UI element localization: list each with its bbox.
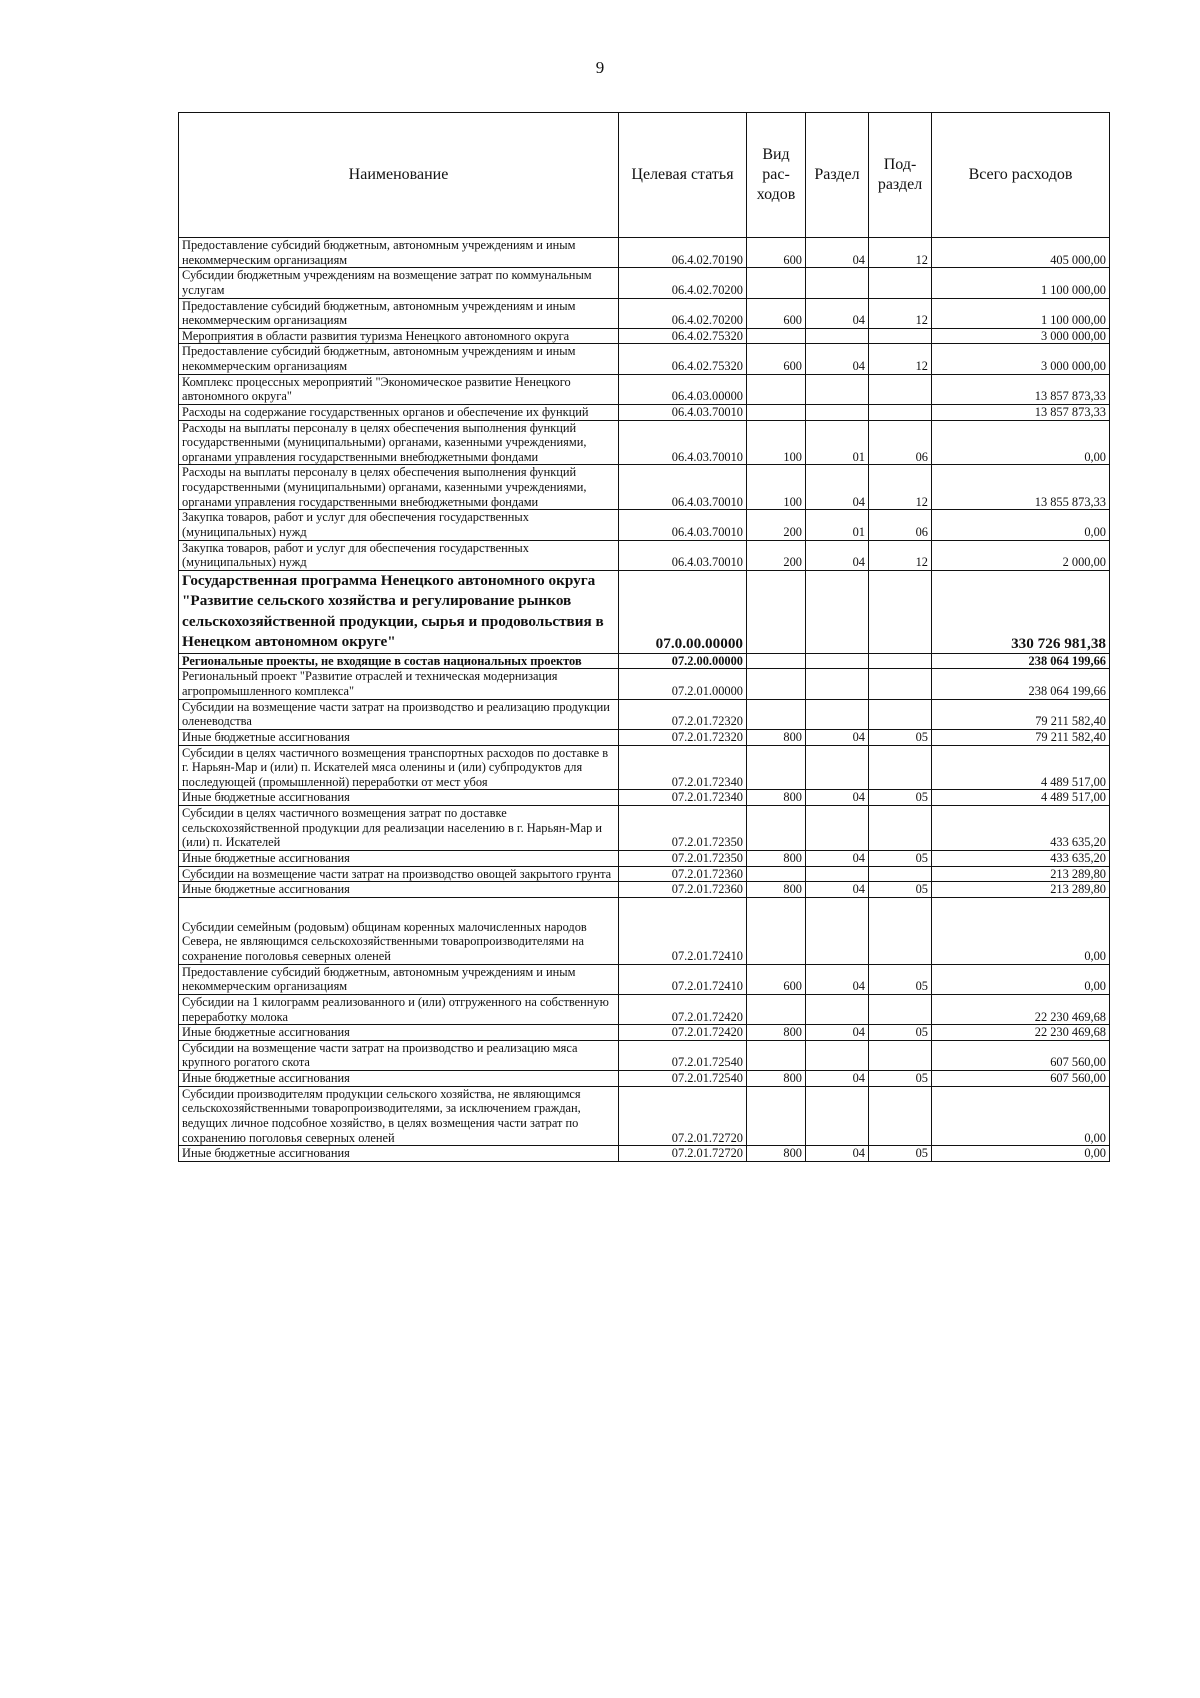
table-row bbox=[179, 669, 1110, 699]
cell-podrazdel bbox=[869, 268, 932, 298]
cell-vr bbox=[747, 653, 806, 669]
cell-podrazdel: 05 bbox=[869, 1071, 932, 1087]
cell-podrazdel bbox=[869, 806, 932, 851]
cell-razdel bbox=[806, 897, 869, 964]
table-header-row bbox=[179, 113, 1110, 238]
cell-name: Региональные проекты, не входящие в состав национальных проектов bbox=[179, 653, 619, 669]
cell-razdel bbox=[806, 404, 869, 420]
cell-code: 06.4.02.70200 bbox=[619, 268, 747, 298]
cell-podrazdel bbox=[869, 328, 932, 344]
page-number: 9 bbox=[595, 58, 605, 77]
header-name: Наименование bbox=[179, 113, 619, 238]
cell-vr bbox=[747, 745, 806, 790]
cell-code: 07.2.01.72540 bbox=[619, 1040, 747, 1070]
header-podrazdel: Под-раздел bbox=[869, 113, 932, 238]
cell-razdel bbox=[806, 669, 869, 699]
cell-total: 3 000 000,00 bbox=[932, 328, 1110, 344]
cell-name: Субсидии семейным (родовым) общинам коренных малочисленных народов Севера, не являющимся сельскохозяйственными товаропроизводителями на сохранение поголовья северных оленей bbox=[179, 897, 619, 964]
cell-total: 433 635,20 bbox=[932, 850, 1110, 866]
cell-razdel bbox=[806, 745, 869, 790]
cell-code: 07.2.01.72320 bbox=[619, 729, 747, 745]
cell-name: Расходы на выплаты персоналу в целях обеспечения выполнения функций государственными (муниципальными) органами, казенными учреждениями, органами управления государственными внебюджетными фондами bbox=[179, 420, 619, 465]
table-row bbox=[179, 790, 1110, 806]
cell-total: 238 064 199,66 bbox=[932, 669, 1110, 699]
cell-code: 07.2.01.72320 bbox=[619, 699, 747, 729]
cell-vr bbox=[747, 268, 806, 298]
cell-name: Субсидии на 1 килограмм реализованного и (или) отгруженного на собственную переработку молока bbox=[179, 994, 619, 1024]
cell-code: 07.2.01.72350 bbox=[619, 806, 747, 851]
cell-vr bbox=[747, 404, 806, 420]
cell-total: 4 489 517,00 bbox=[932, 790, 1110, 806]
cell-total: 0,00 bbox=[932, 1146, 1110, 1162]
cell-podrazdel bbox=[869, 570, 932, 653]
cell-name: Субсидии производителям продукции сельского хозяйства, не являющимся сельскохозяйственными товаропроизводителями, за исключением граждан, ведущих личное подсобное хозяйство, в целях возмещения части затрат по сохранению поголовья северных оленей bbox=[179, 1086, 619, 1146]
cell-podrazdel bbox=[869, 745, 932, 790]
cell-code: 07.2.01.72720 bbox=[619, 1146, 747, 1162]
cell-name: Иные бюджетные ассигнования bbox=[179, 1071, 619, 1087]
cell-code: 06.4.02.75320 bbox=[619, 344, 747, 374]
cell-vr bbox=[747, 669, 806, 699]
table-row bbox=[179, 1025, 1110, 1041]
cell-total: 13 857 873,33 bbox=[932, 404, 1110, 420]
cell-code: 07.2.01.72350 bbox=[619, 850, 747, 866]
table-row bbox=[179, 570, 1110, 653]
cell-total: 0,00 bbox=[932, 1086, 1110, 1146]
cell-podrazdel bbox=[869, 866, 932, 882]
table-row bbox=[179, 344, 1110, 374]
cell-total: 3 000 000,00 bbox=[932, 344, 1110, 374]
cell-podrazdel: 05 bbox=[869, 790, 932, 806]
cell-razdel: 04 bbox=[806, 238, 869, 268]
cell-razdel: 04 bbox=[806, 344, 869, 374]
cell-name: Иные бюджетные ассигнования bbox=[179, 729, 619, 745]
cell-total: 405 000,00 bbox=[932, 238, 1110, 268]
cell-name: Мероприятия в области развития туризма Ненецкого автономного округа bbox=[179, 328, 619, 344]
cell-vr bbox=[747, 866, 806, 882]
cell-name: Субсидии на возмещение части затрат на производство и реализацию мяса крупного рогатого скота bbox=[179, 1040, 619, 1070]
header-vr: Вид рас-ходов bbox=[747, 113, 806, 238]
cell-podrazdel: 12 bbox=[869, 298, 932, 328]
cell-vr: 800 bbox=[747, 882, 806, 898]
cell-podrazdel bbox=[869, 699, 932, 729]
table-row bbox=[179, 374, 1110, 404]
cell-vr: 800 bbox=[747, 1071, 806, 1087]
cell-total: 213 289,80 bbox=[932, 882, 1110, 898]
cell-code: 07.2.01.72360 bbox=[619, 866, 747, 882]
table-row bbox=[179, 806, 1110, 851]
cell-podrazdel bbox=[869, 994, 932, 1024]
cell-name: Субсидии в целях частичного возмещения затрат по доставке сельскохозяйственной продукции для реализации населению в г. Нарьян-Мар и (или) п. Искателей bbox=[179, 806, 619, 851]
cell-vr bbox=[747, 994, 806, 1024]
cell-name: Комплекс процессных мероприятий "Экономическое развитие Ненецкого автономного округа" bbox=[179, 374, 619, 404]
table-row bbox=[179, 238, 1110, 268]
cell-total: 79 211 582,40 bbox=[932, 729, 1110, 745]
cell-vr bbox=[747, 570, 806, 653]
cell-razdel bbox=[806, 653, 869, 669]
cell-vr: 600 bbox=[747, 298, 806, 328]
cell-code: 07.2.01.00000 bbox=[619, 669, 747, 699]
cell-podrazdel: 05 bbox=[869, 850, 932, 866]
cell-total: 22 230 469,68 bbox=[932, 1025, 1110, 1041]
cell-vr: 800 bbox=[747, 1025, 806, 1041]
cell-total: 238 064 199,66 bbox=[932, 653, 1110, 669]
cell-podrazdel: 05 bbox=[869, 882, 932, 898]
cell-razdel: 04 bbox=[806, 882, 869, 898]
cell-total: 1 100 000,00 bbox=[932, 298, 1110, 328]
cell-name: Субсидии бюджетным учреждениям на возмещение затрат по коммунальным услугам bbox=[179, 268, 619, 298]
cell-name: Закупка товаров, работ и услуг для обеспечения государственных (муниципальных) нужд bbox=[179, 540, 619, 570]
budget-table bbox=[178, 112, 1110, 1162]
cell-podrazdel: 12 bbox=[869, 465, 932, 510]
cell-vr: 600 bbox=[747, 344, 806, 374]
cell-podrazdel: 05 bbox=[869, 964, 932, 994]
cell-razdel bbox=[806, 806, 869, 851]
cell-code: 07.2.01.72410 bbox=[619, 964, 747, 994]
table-row bbox=[179, 465, 1110, 510]
table-row bbox=[179, 745, 1110, 790]
cell-total: 2 000,00 bbox=[932, 540, 1110, 570]
cell-code: 06.4.03.70010 bbox=[619, 465, 747, 510]
cell-podrazdel bbox=[869, 1040, 932, 1070]
cell-name: Предоставление субсидий бюджетным, автономным учреждениям и иным некоммерческим организациям bbox=[179, 964, 619, 994]
cell-razdel bbox=[806, 328, 869, 344]
cell-name: Государственная программа Ненецкого автономного округа "Развитие сельского хозяйства и регулирование рынков сельскохозяйственной продукции, сырья и продовольствия в Ненецком автономном округе" bbox=[179, 570, 619, 653]
cell-name: Субсидии на возмещение части затрат на производство овощей закрытого грунта bbox=[179, 866, 619, 882]
cell-name: Закупка товаров, работ и услуг для обеспечения государственных (муниципальных) нужд bbox=[179, 510, 619, 540]
table-row bbox=[179, 404, 1110, 420]
cell-code: 06.4.03.70010 bbox=[619, 540, 747, 570]
cell-razdel: 04 bbox=[806, 1146, 869, 1162]
cell-total: 0,00 bbox=[932, 964, 1110, 994]
cell-code: 07.2.01.72340 bbox=[619, 790, 747, 806]
cell-vr bbox=[747, 374, 806, 404]
cell-total: 433 635,20 bbox=[932, 806, 1110, 851]
cell-total: 0,00 bbox=[932, 510, 1110, 540]
cell-name: Региональный проект "Развитие отраслей и техническая модернизация агропромышленного комплекса" bbox=[179, 669, 619, 699]
cell-name: Расходы на выплаты персоналу в целях обеспечения выполнения функций государственными (муниципальными) органами, казенными учреждениями, органами управления государственными внебюджетными фондами bbox=[179, 465, 619, 510]
cell-total: 607 560,00 bbox=[932, 1071, 1110, 1087]
cell-total: 1 100 000,00 bbox=[932, 268, 1110, 298]
cell-code: 06.4.02.70190 bbox=[619, 238, 747, 268]
cell-razdel bbox=[806, 1086, 869, 1146]
table-row bbox=[179, 994, 1110, 1024]
cell-code: 06.4.02.75320 bbox=[619, 328, 747, 344]
cell-code: 06.4.03.70010 bbox=[619, 404, 747, 420]
cell-name: Предоставление субсидий бюджетным, автономным учреждениям и иным некоммерческим организациям bbox=[179, 298, 619, 328]
table-row bbox=[179, 882, 1110, 898]
cell-vr bbox=[747, 806, 806, 851]
cell-razdel: 01 bbox=[806, 420, 869, 465]
cell-razdel: 04 bbox=[806, 465, 869, 510]
cell-razdel bbox=[806, 1040, 869, 1070]
cell-vr bbox=[747, 699, 806, 729]
cell-code: 07.2.01.72420 bbox=[619, 994, 747, 1024]
table-row bbox=[179, 420, 1110, 465]
cell-code: 07.0.00.00000 bbox=[619, 570, 747, 653]
cell-razdel bbox=[806, 699, 869, 729]
table-row bbox=[179, 268, 1110, 298]
cell-total: 0,00 bbox=[932, 897, 1110, 964]
table-row bbox=[179, 328, 1110, 344]
cell-code: 07.2.00.00000 bbox=[619, 653, 747, 669]
table-row bbox=[179, 964, 1110, 994]
cell-podrazdel: 05 bbox=[869, 1146, 932, 1162]
cell-code: 06.4.03.70010 bbox=[619, 510, 747, 540]
cell-code: 07.2.01.72410 bbox=[619, 897, 747, 964]
cell-podrazdel: 12 bbox=[869, 540, 932, 570]
table-row bbox=[179, 653, 1110, 669]
cell-podrazdel: 05 bbox=[869, 729, 932, 745]
cell-vr: 100 bbox=[747, 465, 806, 510]
cell-name: Предоставление субсидий бюджетным, автономным учреждениям и иным некоммерческим организациям bbox=[179, 238, 619, 268]
cell-podrazdel: 12 bbox=[869, 238, 932, 268]
cell-vr: 800 bbox=[747, 729, 806, 745]
cell-vr: 600 bbox=[747, 238, 806, 268]
cell-razdel bbox=[806, 570, 869, 653]
cell-total: 0,00 bbox=[932, 420, 1110, 465]
cell-vr: 600 bbox=[747, 964, 806, 994]
cell-total: 79 211 582,40 bbox=[932, 699, 1110, 729]
cell-total: 13 855 873,33 bbox=[932, 465, 1110, 510]
cell-podrazdel bbox=[869, 669, 932, 699]
table-row bbox=[179, 866, 1110, 882]
table-row bbox=[179, 1086, 1110, 1146]
cell-razdel: 04 bbox=[806, 298, 869, 328]
cell-code: 07.2.01.72720 bbox=[619, 1086, 747, 1146]
cell-podrazdel bbox=[869, 653, 932, 669]
cell-podrazdel: 06 bbox=[869, 510, 932, 540]
cell-vr: 800 bbox=[747, 850, 806, 866]
cell-code: 07.2.01.72360 bbox=[619, 882, 747, 898]
cell-vr: 200 bbox=[747, 510, 806, 540]
cell-razdel: 04 bbox=[806, 540, 869, 570]
table-row bbox=[179, 540, 1110, 570]
cell-vr bbox=[747, 1086, 806, 1146]
cell-vr: 200 bbox=[747, 540, 806, 570]
table-row bbox=[179, 850, 1110, 866]
cell-vr bbox=[747, 328, 806, 344]
cell-razdel bbox=[806, 866, 869, 882]
cell-name: Предоставление субсидий бюджетным, автономным учреждениям и иным некоммерческим организациям bbox=[179, 344, 619, 374]
cell-total: 22 230 469,68 bbox=[932, 994, 1110, 1024]
cell-total: 213 289,80 bbox=[932, 866, 1110, 882]
cell-code: 07.2.01.72540 bbox=[619, 1071, 747, 1087]
table-row bbox=[179, 1040, 1110, 1070]
cell-razdel bbox=[806, 374, 869, 404]
cell-razdel bbox=[806, 994, 869, 1024]
cell-razdel: 04 bbox=[806, 964, 869, 994]
cell-total: 4 489 517,00 bbox=[932, 745, 1110, 790]
cell-name: Иные бюджетные ассигнования bbox=[179, 850, 619, 866]
cell-razdel: 04 bbox=[806, 850, 869, 866]
cell-vr: 800 bbox=[747, 790, 806, 806]
table-row bbox=[179, 729, 1110, 745]
table-row bbox=[179, 897, 1110, 964]
cell-code: 07.2.01.72420 bbox=[619, 1025, 747, 1041]
table-row bbox=[179, 1146, 1110, 1162]
cell-podrazdel: 12 bbox=[869, 344, 932, 374]
cell-name: Иные бюджетные ассигнования bbox=[179, 882, 619, 898]
cell-total: 330 726 981,38 bbox=[932, 570, 1110, 653]
cell-podrazdel: 05 bbox=[869, 1025, 932, 1041]
cell-name: Субсидии на возмещение части затрат на производство и реализацию продукции оленеводства bbox=[179, 699, 619, 729]
table-row bbox=[179, 1071, 1110, 1087]
cell-name: Иные бюджетные ассигнования bbox=[179, 1025, 619, 1041]
cell-razdel: 01 bbox=[806, 510, 869, 540]
cell-name: Иные бюджетные ассигнования bbox=[179, 790, 619, 806]
cell-name: Субсидии в целях частичного возмещения транспортных расходов по доставке в г. Нарьян-Мар и (или) п. Искателей мяса оленины и (или) субпродуктов для последующей (промышленной) переработки от мест убоя bbox=[179, 745, 619, 790]
header-razdel: Раздел bbox=[806, 113, 869, 238]
cell-code: 06.4.03.00000 bbox=[619, 374, 747, 404]
cell-podrazdel bbox=[869, 374, 932, 404]
cell-code: 07.2.01.72340 bbox=[619, 745, 747, 790]
cell-total: 13 857 873,33 bbox=[932, 374, 1110, 404]
cell-name: Иные бюджетные ассигнования bbox=[179, 1146, 619, 1162]
table-body bbox=[179, 238, 1110, 1162]
table-row bbox=[179, 510, 1110, 540]
cell-razdel: 04 bbox=[806, 729, 869, 745]
cell-podrazdel bbox=[869, 404, 932, 420]
header-total: Всего расходов bbox=[932, 113, 1110, 238]
cell-razdel bbox=[806, 268, 869, 298]
cell-podrazdel bbox=[869, 1086, 932, 1146]
cell-vr bbox=[747, 897, 806, 964]
cell-vr bbox=[747, 1040, 806, 1070]
cell-podrazdel: 06 bbox=[869, 420, 932, 465]
cell-code: 06.4.03.70010 bbox=[619, 420, 747, 465]
cell-razdel: 04 bbox=[806, 790, 869, 806]
cell-podrazdel bbox=[869, 897, 932, 964]
cell-total: 607 560,00 bbox=[932, 1040, 1110, 1070]
cell-razdel: 04 bbox=[806, 1025, 869, 1041]
cell-code: 06.4.02.70200 bbox=[619, 298, 747, 328]
table-row bbox=[179, 298, 1110, 328]
cell-vr: 100 bbox=[747, 420, 806, 465]
cell-razdel: 04 bbox=[806, 1071, 869, 1087]
header-code: Целевая статья bbox=[619, 113, 747, 238]
cell-vr: 800 bbox=[747, 1146, 806, 1162]
table-row bbox=[179, 699, 1110, 729]
cell-name: Расходы на содержание государственных органов и обеспечение их функций bbox=[179, 404, 619, 420]
